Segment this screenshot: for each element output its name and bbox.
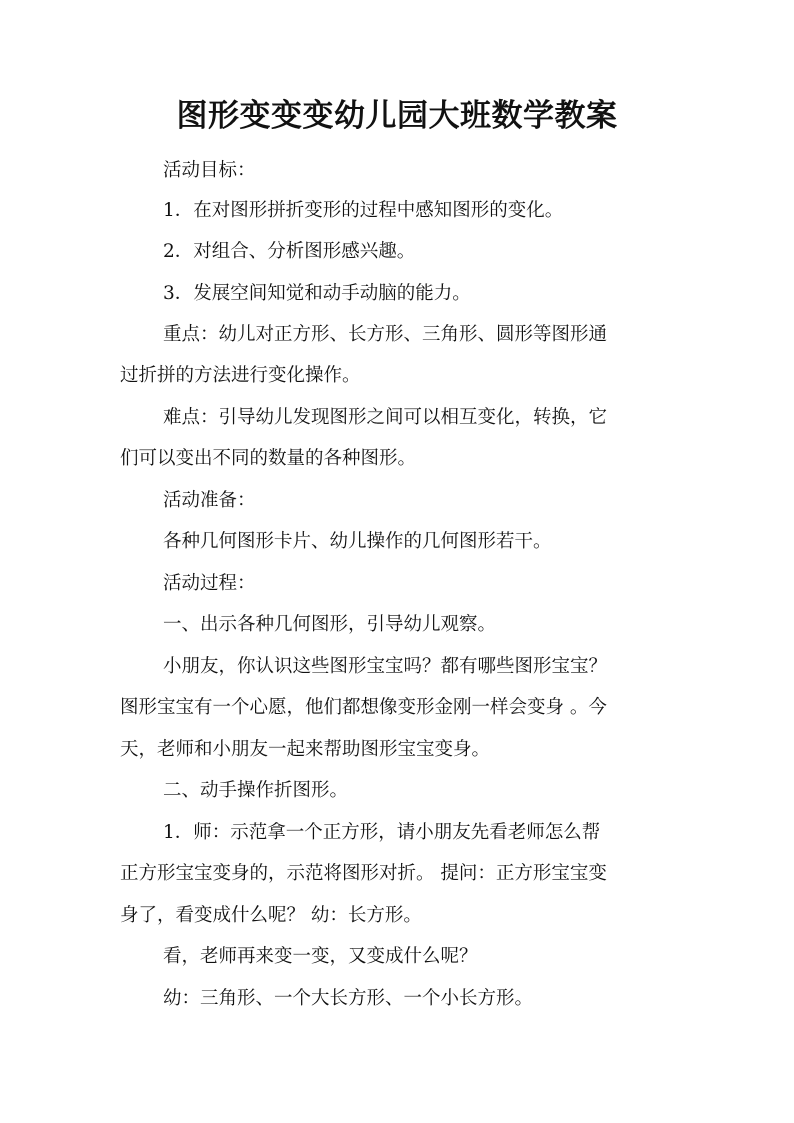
section-heading-goals: 活动目标： <box>163 160 256 181</box>
process-step-2-line-3: 身了，看变成什么呢？ 幼：长方形。 <box>120 905 422 926</box>
section-heading-preparation: 活动准备： <box>163 490 256 511</box>
goal-item-1: 1．在对图形拼折变形的过程中感知图形的变化。 <box>163 200 564 221</box>
document-title: 图形变变变幼儿园大班数学教案 <box>176 98 618 134</box>
difficulty-line-1: 难点：引导幼儿发现图形之间可以相互变化，转换，它 <box>163 407 608 428</box>
goal-item-3: 3．发展空间知觉和动手动脑的能力。 <box>163 283 471 304</box>
process-step-2-line-1: 1．师：示范拿一个正方形，请小朋友先看老师怎么帮 <box>163 822 601 843</box>
key-point-line-1: 重点：幼儿对正方形、长方形、三角形、圆形等图形通 <box>163 324 608 345</box>
difficulty-line-2: 们可以变出不同的数量的各种图形。 <box>120 448 417 469</box>
goal-item-2: 2．对组合、分析图形感兴趣。 <box>163 241 416 262</box>
preparation-text: 各种几何图形卡片、幼儿操作的几何图形若干。 <box>163 531 552 552</box>
key-point-line-2: 过折拼的方法进行变化操作。 <box>120 365 361 386</box>
process-step-2-line-2: 正方形宝宝变身的，示范将图形对折。 提问：正方形宝宝变 <box>120 863 607 884</box>
process-step-2-line-4: 看，老师再来变一变，又变成什么呢？ <box>163 946 478 967</box>
process-step-2-line-5: 幼：三角形、一个大长方形、一个小长方形。 <box>163 988 534 1009</box>
process-step-1-line-3: 天，老师和小朋友一起来帮助图形宝宝变身。 <box>120 739 491 760</box>
section-heading-process: 活动过程： <box>163 573 256 594</box>
process-step-1-heading: 一、出示各种几何图形，引导幼儿观察。 <box>163 614 497 635</box>
process-step-1-line-2: 图形宝宝有一个心愿，他们都想像变形金刚一样会变身 。今 <box>120 697 607 718</box>
process-step-1-line-1: 小朋友，你认识这些图形宝宝吗？都有哪些图形宝宝？ <box>163 656 608 677</box>
process-step-2-heading: 二、动手操作折图形。 <box>163 780 349 801</box>
